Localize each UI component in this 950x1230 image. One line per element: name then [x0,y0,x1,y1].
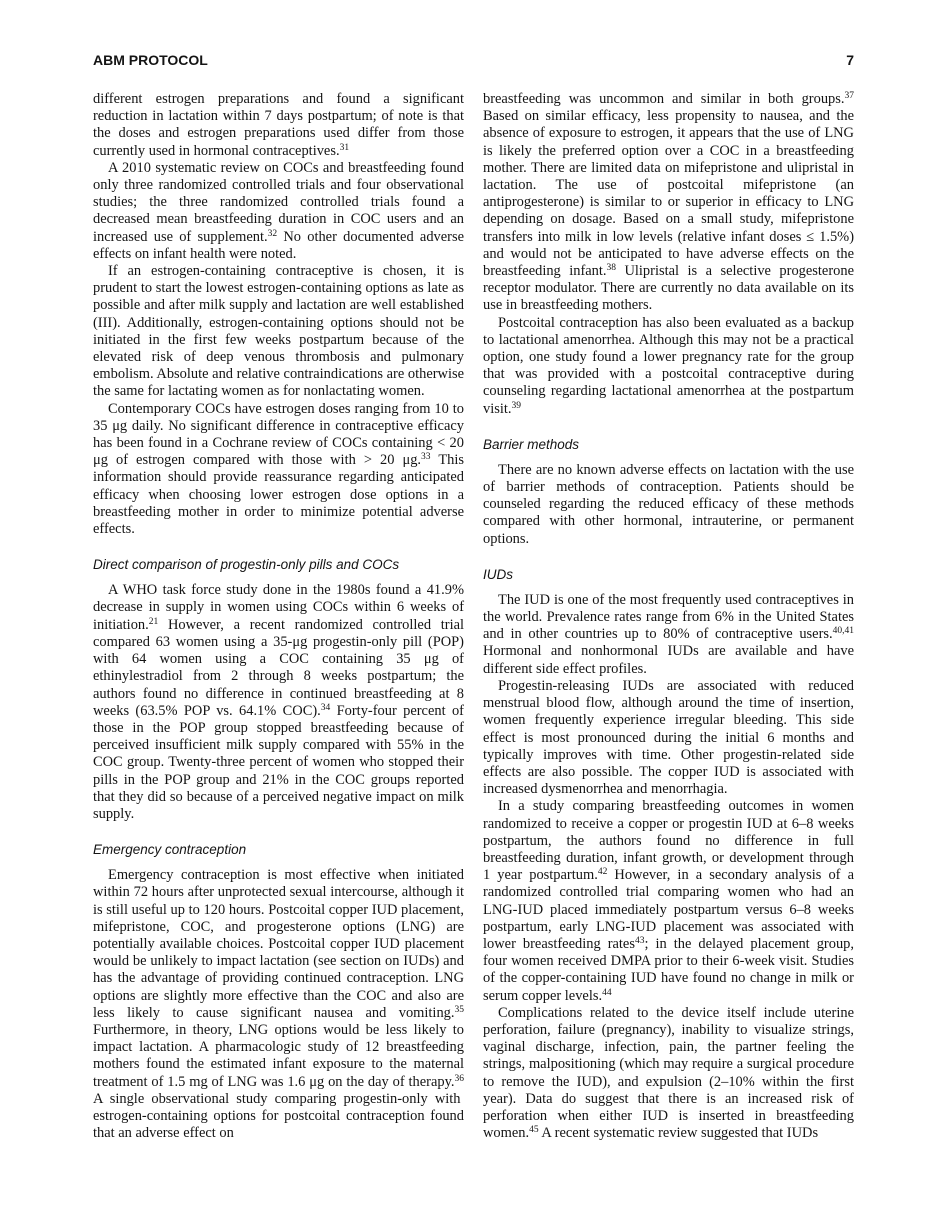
citation: 42 [597,867,608,878]
citation: 44 [602,987,612,998]
citation: 39 [511,400,521,411]
paragraph: Contemporary COCs have estrogen doses ranging from 10 to 35 μg daily. No significant difference in contraceptive efficacy has been found in a Cochrane review of COCs containing < 20 μg of estrogen compared with those with > 20 μg.$^{33}$ This information should provide reassurance regarding anticipated efficacy when choosing lower estrogen dose options in a breastfeeding mother in order to minimize potential adverse effects. [93,400,464,538]
paragraph: If an estrogen-containing contraceptive is chosen, it is prudent to start the lowest estrogen-containing options as late as possible and after milk supply and lactation are well established (III). Additionally, estrogen-containing options should not be initiated in the first few weeks postpartum because of the elevated risk of deep venous thrombosis and pulmonary embolism. Absolute and relative contraindications are otherwise the same for lactating women as for nonlactating women. [93,263,464,400]
paragraph: Complications related to the device itself include uterine perforation, failure (pregnancy), inability to visualize strings, vaginal discharge, infection, pain, the partner feeling the strings, malpositioning (which may require a surgical procedure to remove the IUD), and expulsion (2–10% within the first year). Data do suggest that there is an increased risk of perforation when either IUD is inserted in breastfeeding women.$^{45}$ A recent systematic review suggested that IUDs [483,1004,854,1142]
paragraph: Postcoital contraception has also been evaluated as a backup to lactational amenorrhea. Although this may not be a practical option, one study found a lower pregnancy rate for the group that was provided with a postcoital contraceptive during counseling regarding lactational amenorrhea at the postpartum visit.$^{39}$ [483,314,854,417]
citation: 21 [148,616,159,627]
paragraph: The IUD is one of the most frequently used contraceptives in the world. Prevalence rates range from 6% in the United States and in other countries up to 80% of contraceptive users.$^{40,41}$ Hormonal and nonhormonal IUDs are available and have different side effect profiles. [483,591,854,677]
paragraph: breastfeeding was uncommon and similar in both groups.$^{37}$ Based on similar efficacy, less propensity to nausea, and the absence of exposure to estrogen, it appears that the use of LNG is likely the preferred option over a COC in a breastfeeding mother. There are limited data on mifepristone and ulipristal in lactation. The use of postcoital mifepristone (an antiprogesterone) is similar to or superior in efficacy to LNG depending on dosage. Based on a small study, mifepristone transfers into milk in low levels (relative infant doses ≤ 1.5%) and would not be anticipated to have adverse effects on the breastfeeding infant.$^{38}$ Ulipristal is a selective progesterone receptor modulator. There are currently no data available on its use in breastfeeding mothers. [483,91,854,314]
paragraph: There are no known adverse effects on lactation with the use of barrier methods of contraception. Patients should be counseled regarding the reduced efficacy of these methods compared with other hormonal, intrauterine, or permanent options. [483,461,854,547]
running-header [93,52,854,72]
citation: 45 [529,1125,539,1136]
paragraph: A 2010 systematic review on COCs and breastfeeding found only three randomized controlled trials and four observational studies; the three randomized controlled trials found a decreased mean breastfeeding duration in COC users and an increased use of supplement.$^{32}$ No other documented adverse effects on infant health were noted. [93,159,464,262]
section-heading-iuds: IUDs [483,566,513,582]
page-number: 7 [846,52,854,68]
paragraph: Progestin-releasing IUDs are associated with reduced menstrual blood flow, although around the time of insertion, women frequently experience irregular bleeding. This side effect is most pronounced during the initial 6 months and typically improves with time. Other progestin-related side effects are also possible. The copper IUD is associated with increased dysmenorrhea and menorrhagia. [483,677,854,798]
left-column [93,91,464,1142]
citation: 33 [421,452,431,463]
journal-title: ABM PROTOCOL [93,52,208,68]
paragraph: In a study comparing breastfeeding outcomes in women randomized to receive a copper or progestin IUD at 6–8 weeks postpartum, the authors found no difference in full breastfeeding duration, infant growth, or development through 1 year postpartum.$^{42}$ However, in a secondary analysis of a randomized controlled trial comparing women who had an LNG-IUD placed immediately postpartum versus 6–8 weeks postpartum, early LNG-IUD placement was associated with lower breastfeeding rates$^{43}$; in the delayed placement group, four women received DMPA prior to their 6-week visit. Studies of the copper-containing IUD have found no change in milk or serum copper levels.$^{44}$ [483,798,854,1004]
paragraph: A WHO task force study done in the 1980s found a 41.9% decrease in supply in women using COCs within 6 weeks of initiation.$^{21}$ However, a recent randomized controlled trial compared 63 women using a 35-μg progestin-only pill (POP) with 64 women using a COC containing 35 μg of ethinylestradiol from 2 through 8 weeks postpartum; the authors found no difference in continued breastfeeding at 8 weeks (63.5% POP vs. 64.1% COC).$^{34}$ Forty-four percent of those in the POP group stopped breastfeeding because of perceived insufficient milk supply compared with 55% in the COC group. Twenty-three percent of women who stopped their pills in the POP group and 21% in the COC groups reported that they did so because of a perceived negative impact on milk supply. [93,582,464,822]
citation: 37 [844,91,854,101]
section-heading-emergency-contraception: Emergency contraception [93,842,247,858]
citation: 40,41 [832,626,854,637]
citation: 36 [454,1073,464,1084]
citation: 43 [634,935,645,946]
citation: 38 [606,263,617,274]
paragraph: different estrogen preparations and found a significant reduction in lactation within 7 days postpartum; of note is that the doses and estrogen preparations used differ from those currently used in hormonal contraceptives.$^{31}$ [93,91,464,159]
paragraph: Emergency contraception is most effective when initiated within 72 hours after unprotected sexual intercourse, although it is still useful up to 120 hours. Postcoital copper IUD placement, mifepristone, COC, and progesterone options (LNG) are potentially available choices. Postcoital copper IUD placement would be unlikely to impact lactation (see section on IUDs) and has the advantage of providing continued contraception. LNG options are slightly more effective than the COC and also are less likely to cause significant nausea and vomiting.$^{35}$ Furthermore, in theory, LNG options would be less likely to impact lactation. A pharmacologic study of 12 breastfeeding mothers found the estimated infant exposure to the maternal treatment of 1.5 mg of LNG was 1.6 μg on the day of therapy.$^{36}$ A single observational study comparing progestin-only with estrogen-containing options for postcoital contraception found that an adverse effect on [93,867,464,1142]
citation: 34 [320,702,331,713]
citation: 35 [454,1004,464,1015]
right-column [483,91,854,1142]
citation: 31 [339,142,350,153]
section-heading-barrier-methods: Barrier methods [483,436,580,452]
citation: 32 [267,228,278,239]
section-heading-direct-comparison: Direct comparison of progestin-only pills and COCs [93,557,400,573]
